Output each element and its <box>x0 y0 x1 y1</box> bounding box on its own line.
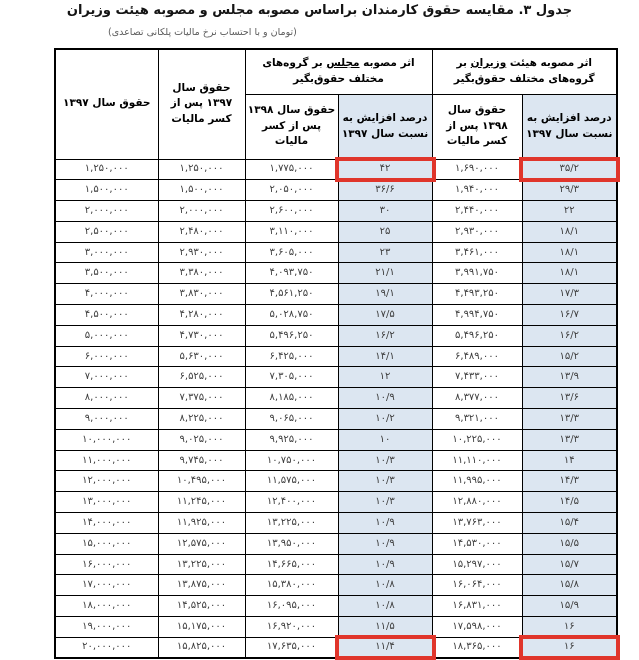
table-cell-cabinet-percent-increase: ۱۸/۱ <box>522 242 617 263</box>
table-cell-cabinet-salary-1398: ۱,۹۴۰,۰۰۰ <box>432 180 522 201</box>
table-cell-cabinet-salary-1398: ۶,۴۸۹,۰۰۰ <box>432 346 522 367</box>
table-cell-cabinet-salary-1398: ۵,۴۹۶,۲۵۰ <box>432 325 522 346</box>
table-cell-cabinet-percent-increase: ۲۲ <box>522 201 617 222</box>
table-cell-salary-1397-after-tax: ۱۱,۹۲۵,۰۰۰ <box>158 513 245 534</box>
column-header-salary-1397-after-tax: حقوق سال ۱۳۹۷ پس از کسر مالیات <box>158 49 245 159</box>
table-cell-parliament-percent-increase: ۱۷/۵ <box>338 305 432 326</box>
table-row <box>55 305 617 326</box>
table-cell-parliament-percent-increase: ۱۶/۲ <box>338 325 432 346</box>
table-cell-cabinet-salary-1398: ۱۶,۰۶۴,۰۰۰ <box>432 575 522 596</box>
group-header-parliament-keyword: مجلس <box>326 57 360 69</box>
table-cell-cabinet-percent-increase: ۱۵/۹ <box>522 596 617 617</box>
table-cell-cabinet-salary-1398: ۱۵,۲۹۷,۰۰۰ <box>432 554 522 575</box>
group-header-cabinet-suffix: بر گروه‌های مختلف حقوق‌بگیر <box>453 57 595 85</box>
table-cell-parliament-percent-increase: ۱۰ <box>338 429 432 450</box>
group-header-parliament <box>245 49 432 94</box>
table-row <box>55 409 617 430</box>
table-cell-cabinet-percent-increase: ۱۴/۳ <box>522 471 617 492</box>
page-subtitle: (تومان و با احتساب نرخ مالیات پلکانی تصاعدی) <box>108 27 297 38</box>
table-cell-parliament-salary-1398: ۱۲,۴۰۰,۰۰۰ <box>245 492 338 513</box>
table-cell-parliament-salary-1398: ۱۴,۶۶۵,۰۰۰ <box>245 554 338 575</box>
table-cell-salary-1397-after-tax: ۳,۳۸۰,۰۰۰ <box>158 263 245 284</box>
table-row <box>55 471 617 492</box>
column-header-cabinet-percent-increase: درصد افزایش به نسبت سال ۱۳۹۷ <box>522 94 617 159</box>
table-cell-parliament-percent-increase: ۱۲ <box>338 367 432 388</box>
table-row <box>55 388 617 409</box>
table-cell-salary-1397: ۱۷,۰۰۰,۰۰۰ <box>55 575 158 596</box>
table-row <box>55 263 617 284</box>
table-row <box>55 554 617 575</box>
table-row <box>55 284 617 305</box>
table-cell-parliament-percent-increase: ۱۱/۴ <box>338 637 432 658</box>
table-cell-parliament-percent-increase: ۱۰/۳ <box>338 492 432 513</box>
table-row <box>55 221 617 242</box>
table-cell-parliament-salary-1398: ۶,۴۲۵,۰۰۰ <box>245 346 338 367</box>
table-row <box>55 450 617 471</box>
table-cell-cabinet-salary-1398: ۴,۴۹۳,۲۵۰ <box>432 284 522 305</box>
table-cell-cabinet-salary-1398: ۳,۴۶۱,۰۰۰ <box>432 242 522 263</box>
table-cell-cabinet-percent-increase: ۱۵/۵ <box>522 533 617 554</box>
table-cell-cabinet-percent-increase: ۱۴ <box>522 450 617 471</box>
table-cell-salary-1397-after-tax: ۳,۸۳۰,۰۰۰ <box>158 284 245 305</box>
table-cell-cabinet-salary-1398: ۳,۹۹۱,۷۵۰ <box>432 263 522 284</box>
table-cell-salary-1397-after-tax: ۲,۰۰۰,۰۰۰ <box>158 201 245 222</box>
table-cell-parliament-salary-1398: ۷,۳۰۵,۰۰۰ <box>245 367 338 388</box>
page-title: جدول ۳. مقایسه حقوق کارمندان براساس مصوبه مجلس و مصوبه هیئت وزیران <box>66 3 573 18</box>
table-cell-parliament-percent-increase: ۴۲ <box>338 159 432 180</box>
table-row <box>55 617 617 638</box>
table-cell-salary-1397: ۳,۰۰۰,۰۰۰ <box>55 242 158 263</box>
table-cell-parliament-salary-1398: ۲,۰۵۰,۰۰۰ <box>245 180 338 201</box>
table-cell-parliament-salary-1398: ۱۵,۳۸۰,۰۰۰ <box>245 575 338 596</box>
table-cell-cabinet-salary-1398: ۱۱,۱۱۰,۰۰۰ <box>432 450 522 471</box>
table-cell-parliament-salary-1398: ۱۱,۵۷۵,۰۰۰ <box>245 471 338 492</box>
table-cell-parliament-salary-1398: ۳,۶۰۵,۰۰۰ <box>245 242 338 263</box>
table-cell-salary-1397-after-tax: ۷,۳۷۵,۰۰۰ <box>158 388 245 409</box>
table-cell-parliament-percent-increase: ۱۹/۱ <box>338 284 432 305</box>
table-cell-cabinet-salary-1398: ۱۱,۹۹۵,۰۰۰ <box>432 471 522 492</box>
table-row <box>55 533 617 554</box>
table-cell-salary-1397-after-tax: ۱۳,۸۷۵,۰۰۰ <box>158 575 245 596</box>
highlight-red-box <box>519 635 621 660</box>
table-cell-salary-1397-after-tax: ۹,۷۴۵,۰۰۰ <box>158 450 245 471</box>
column-header-parliament-salary-1398: حقوق سال ۱۳۹۸ پس از کسر مالیات <box>245 94 338 159</box>
table-cell-salary-1397-after-tax: ۱۲,۵۷۵,۰۰۰ <box>158 533 245 554</box>
table-cell-salary-1397: ۹,۰۰۰,۰۰۰ <box>55 409 158 430</box>
table-cell-parliament-salary-1398: ۱۶,۹۲۰,۰۰۰ <box>245 617 338 638</box>
table-cell-salary-1397-after-tax: ۱,۵۰۰,۰۰۰ <box>158 180 245 201</box>
highlight-red-box <box>335 157 436 183</box>
table-cell-salary-1397: ۸,۰۰۰,۰۰۰ <box>55 388 158 409</box>
table-cell-parliament-percent-increase: ۱۰/۳ <box>338 471 432 492</box>
table-cell-salary-1397: ۱۱,۰۰۰,۰۰۰ <box>55 450 158 471</box>
highlight-red-box <box>519 157 621 183</box>
table-cell-parliament-salary-1398: ۱۷,۶۳۵,۰۰۰ <box>245 637 338 658</box>
table-cell-parliament-percent-increase: ۳۰ <box>338 201 432 222</box>
table-cell-parliament-salary-1398: ۲,۶۰۰,۰۰۰ <box>245 201 338 222</box>
table-cell-cabinet-salary-1398: ۸,۳۷۷,۰۰۰ <box>432 388 522 409</box>
table-cell-parliament-salary-1398: ۱۳,۲۲۵,۰۰۰ <box>245 513 338 534</box>
table-cell-cabinet-salary-1398: ۱۸,۳۶۵,۰۰۰ <box>432 637 522 658</box>
table-cell-salary-1397-after-tax: ۸,۲۲۵,۰۰۰ <box>158 409 245 430</box>
table-cell-salary-1397-after-tax: ۱,۲۵۰,۰۰۰ <box>158 159 245 180</box>
table-cell-parliament-salary-1398: ۳,۱۱۰,۰۰۰ <box>245 221 338 242</box>
table-cell-salary-1397: ۲,۰۰۰,۰۰۰ <box>55 201 158 222</box>
group-header-parliament-suffix: بر گروه‌های مختلف حقوق‌بگیر <box>262 57 384 85</box>
table-cell-salary-1397: ۴,۰۰۰,۰۰۰ <box>55 284 158 305</box>
table-row <box>55 180 617 201</box>
table-cell-parliament-percent-increase: ۲۱/۱ <box>338 263 432 284</box>
table-cell-salary-1397: ۱۲,۰۰۰,۰۰۰ <box>55 471 158 492</box>
table-cell-cabinet-salary-1398: ۲,۹۳۰,۰۰۰ <box>432 221 522 242</box>
table-cell-cabinet-percent-increase: ۱۶ <box>522 617 617 638</box>
table-cell-parliament-salary-1398: ۵,۴۹۶,۲۵۰ <box>245 325 338 346</box>
table-cell-salary-1397-after-tax: ۱۵,۸۲۵,۰۰۰ <box>158 637 245 658</box>
table-cell-parliament-percent-increase: ۱۱/۵ <box>338 617 432 638</box>
table-cell-cabinet-salary-1398: ۷,۴۳۳,۰۰۰ <box>432 367 522 388</box>
table-cell-cabinet-percent-increase: ۱۸/۱ <box>522 263 617 284</box>
column-header-cabinet-salary-1398: حقوق سال ۱۳۹۸ پس از کسر مالیات <box>432 94 522 159</box>
table-row <box>55 201 617 222</box>
table-row <box>55 637 617 658</box>
table-cell-cabinet-percent-increase: ۱۳/۹ <box>522 367 617 388</box>
table-cell-cabinet-percent-increase: ۱۶ <box>522 637 617 658</box>
table-cell-salary-1397-after-tax: ۵,۶۳۰,۰۰۰ <box>158 346 245 367</box>
table-cell-cabinet-percent-increase: ۱۷/۳ <box>522 284 617 305</box>
table-cell-salary-1397-after-tax: ۹,۰۲۵,۰۰۰ <box>158 429 245 450</box>
table-cell-parliament-percent-increase: ۱۰/۳ <box>338 450 432 471</box>
table-cell-cabinet-percent-increase: ۱۶/۲ <box>522 325 617 346</box>
table-cell-salary-1397-after-tax: ۲,۴۸۰,۰۰۰ <box>158 221 245 242</box>
table-cell-cabinet-salary-1398: ۱۶,۸۳۱,۰۰۰ <box>432 596 522 617</box>
table-cell-cabinet-salary-1398: ۱۴,۵۳۰,۰۰۰ <box>432 533 522 554</box>
group-header-cabinet-keyword: وزیران <box>470 57 507 69</box>
table-cell-cabinet-salary-1398: ۱۲,۸۸۰,۰۰۰ <box>432 492 522 513</box>
table-cell-salary-1397: ۱۹,۰۰۰,۰۰۰ <box>55 617 158 638</box>
group-header-cabinet <box>432 49 617 94</box>
table-body <box>55 159 617 658</box>
table-cell-salary-1397: ۱۸,۰۰۰,۰۰۰ <box>55 596 158 617</box>
table-cell-cabinet-percent-increase: ۱۵/۸ <box>522 575 617 596</box>
table-row <box>55 596 617 617</box>
table-row <box>55 575 617 596</box>
table-cell-parliament-percent-increase: ۱۰/۲ <box>338 409 432 430</box>
table-cell-parliament-salary-1398: ۱۶,۰۹۵,۰۰۰ <box>245 596 338 617</box>
table-cell-parliament-salary-1398: ۹,۹۲۵,۰۰۰ <box>245 429 338 450</box>
table-cell-salary-1397-after-tax: ۱۳,۲۲۵,۰۰۰ <box>158 554 245 575</box>
table-cell-salary-1397: ۷,۰۰۰,۰۰۰ <box>55 367 158 388</box>
table-row <box>55 346 617 367</box>
table-cell-parliament-percent-increase: ۱۰/۹ <box>338 533 432 554</box>
table-cell-salary-1397-after-tax: ۴,۷۳۰,۰۰۰ <box>158 325 245 346</box>
table-cell-salary-1397: ۱۴,۰۰۰,۰۰۰ <box>55 513 158 534</box>
table-cell-salary-1397: ۱۶,۰۰۰,۰۰۰ <box>55 554 158 575</box>
table-row <box>55 513 617 534</box>
table-cell-salary-1397: ۱,۵۰۰,۰۰۰ <box>55 180 158 201</box>
table-cell-parliament-salary-1398: ۸,۱۸۵,۰۰۰ <box>245 388 338 409</box>
table-cell-salary-1397: ۵,۰۰۰,۰۰۰ <box>55 325 158 346</box>
table-row <box>55 242 617 263</box>
table-cell-cabinet-percent-increase: ۱۸/۱ <box>522 221 617 242</box>
highlight-red-box <box>335 635 436 660</box>
table-cell-salary-1397: ۱۵,۰۰۰,۰۰۰ <box>55 533 158 554</box>
table-cell-cabinet-percent-increase: ۱۵/۲ <box>522 346 617 367</box>
table-cell-parliament-percent-increase: ۲۳ <box>338 242 432 263</box>
table-cell-salary-1397: ۱۳,۰۰۰,۰۰۰ <box>55 492 158 513</box>
table-cell-cabinet-percent-increase: ۱۴/۵ <box>522 492 617 513</box>
table-cell-parliament-percent-increase: ۱۰/۹ <box>338 388 432 409</box>
table-cell-salary-1397-after-tax: ۱۵,۱۷۵,۰۰۰ <box>158 617 245 638</box>
table-cell-cabinet-salary-1398: ۴,۹۹۴,۷۵۰ <box>432 305 522 326</box>
table-row <box>55 492 617 513</box>
table-cell-parliament-percent-increase: ۱۰/۹ <box>338 554 432 575</box>
table-cell-parliament-percent-increase: ۲۵ <box>338 221 432 242</box>
table-cell-cabinet-salary-1398: ۱,۶۹۰,۰۰۰ <box>432 159 522 180</box>
table-cell-salary-1397-after-tax: ۱۴,۵۲۵,۰۰۰ <box>158 596 245 617</box>
table-cell-parliament-percent-increase: ۱۴/۱ <box>338 346 432 367</box>
group-header-cabinet-prefix: اثر مصوبه هیئت <box>506 57 592 69</box>
table-cell-cabinet-percent-increase: ۱۳/۳ <box>522 409 617 430</box>
table-cell-cabinet-percent-increase: ۱۳/۶ <box>522 388 617 409</box>
column-header-parliament-percent-increase: درصد افزایش به نسبت سال ۱۳۹۷ <box>338 94 432 159</box>
table-cell-salary-1397: ۳,۵۰۰,۰۰۰ <box>55 263 158 284</box>
table-cell-salary-1397: ۱,۲۵۰,۰۰۰ <box>55 159 158 180</box>
group-header-row <box>55 49 617 94</box>
table-cell-salary-1397: ۶,۰۰۰,۰۰۰ <box>55 346 158 367</box>
table-cell-parliament-salary-1398: ۹,۰۶۵,۰۰۰ <box>245 409 338 430</box>
table-row <box>55 159 617 180</box>
table-cell-parliament-salary-1398: ۴,۰۹۳,۷۵۰ <box>245 263 338 284</box>
table-cell-cabinet-percent-increase: ۱۳/۳ <box>522 429 617 450</box>
table-cell-parliament-salary-1398: ۵,۰۲۸,۷۵۰ <box>245 305 338 326</box>
table-cell-salary-1397: ۴,۵۰۰,۰۰۰ <box>55 305 158 326</box>
table-cell-salary-1397-after-tax: ۴,۲۸۰,۰۰۰ <box>158 305 245 326</box>
table-row <box>55 429 617 450</box>
table-cell-parliament-percent-increase: ۱۰/۸ <box>338 596 432 617</box>
table-cell-cabinet-percent-increase: ۱۶/۷ <box>522 305 617 326</box>
column-header-salary-1397: حقوق سال ۱۳۹۷ <box>55 49 158 159</box>
table-cell-salary-1397: ۲,۵۰۰,۰۰۰ <box>55 221 158 242</box>
table-cell-cabinet-percent-increase: ۳۵/۲ <box>522 159 617 180</box>
table-row <box>55 367 617 388</box>
table-cell-cabinet-salary-1398: ۲,۴۴۰,۰۰۰ <box>432 201 522 222</box>
table-cell-salary-1397: ۲۰,۰۰۰,۰۰۰ <box>55 637 158 658</box>
table-cell-parliament-percent-increase: ۱۰/۹ <box>338 513 432 534</box>
table-cell-salary-1397: ۱۰,۰۰۰,۰۰۰ <box>55 429 158 450</box>
table-cell-parliament-percent-increase: ۳۶/۶ <box>338 180 432 201</box>
table-cell-parliament-salary-1398: ۱,۷۷۵,۰۰۰ <box>245 159 338 180</box>
table-cell-parliament-salary-1398: ۱۰,۷۵۰,۰۰۰ <box>245 450 338 471</box>
table-cell-parliament-salary-1398: ۴,۵۶۱,۲۵۰ <box>245 284 338 305</box>
table-cell-cabinet-percent-increase: ۲۹/۳ <box>522 180 617 201</box>
table-cell-salary-1397-after-tax: ۲,۹۳۰,۰۰۰ <box>158 242 245 263</box>
table-cell-salary-1397-after-tax: ۶,۵۲۵,۰۰۰ <box>158 367 245 388</box>
table-header <box>55 49 617 159</box>
table-cell-cabinet-salary-1398: ۹,۳۲۱,۰۰۰ <box>432 409 522 430</box>
table-cell-cabinet-percent-increase: ۱۵/۷ <box>522 554 617 575</box>
table-cell-parliament-percent-increase: ۱۰/۸ <box>338 575 432 596</box>
group-header-parliament-prefix: اثر مصوبه <box>359 57 415 69</box>
table-cell-salary-1397-after-tax: ۱۰,۴۹۵,۰۰۰ <box>158 471 245 492</box>
table-cell-cabinet-percent-increase: ۱۵/۴ <box>522 513 617 534</box>
table-cell-cabinet-salary-1398: ۱۳,۷۶۳,۰۰۰ <box>432 513 522 534</box>
table-row <box>55 325 617 346</box>
table-cell-cabinet-salary-1398: ۱۰,۲۲۵,۰۰۰ <box>432 429 522 450</box>
table-cell-parliament-salary-1398: ۱۳,۹۵۰,۰۰۰ <box>245 533 338 554</box>
salary-comparison-table <box>54 48 618 659</box>
table-cell-salary-1397-after-tax: ۱۱,۲۴۵,۰۰۰ <box>158 492 245 513</box>
table-cell-cabinet-salary-1398: ۱۷,۵۹۸,۰۰۰ <box>432 617 522 638</box>
